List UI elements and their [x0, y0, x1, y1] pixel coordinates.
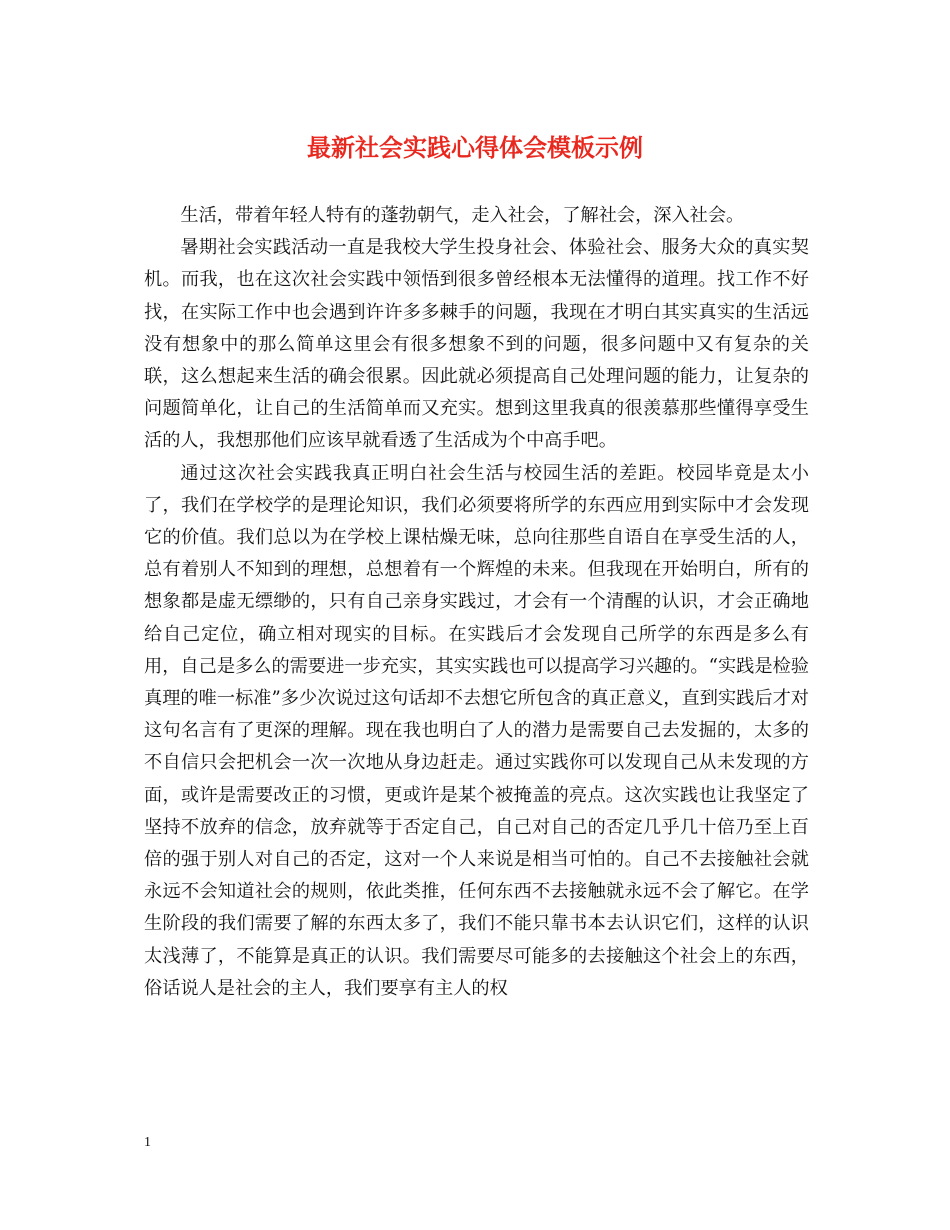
paragraph-2: 暑期社会实践活动一直是我校大学生投身社会、体验社会、服务大众的真实契机。而我，也在这次社会实践中领悟到很多曾经根本无法懂得的道理。找工作不好找，在实际工作中也会遇到许许多多棘手的问题，我现在才明白其实真实的生活远没有想象中的那么简单这里会有很多想象不到的问题，很多问题中又有复杂的关联，这么想起来生活的确会很累。因此就必须提高自己处理问题的能力，让复杂的问题简单化，让自己的生活简单而又充实。想到这里我真的很羡慕那些懂得享受生活的人，我想那他们应该早就看透了生活成为个中高手吧。 [144, 237, 809, 452]
paragraph-1: 生活，带着年轻人特有的蓬勃朝气，走入社会，了解社会，深入社会。 [180, 205, 745, 226]
page-number: 1 [144, 1135, 151, 1150]
document-body [144, 200, 809, 1005]
document-title: 最新社会实践心得体会模板示例 [307, 134, 643, 162]
paragraph-3: 通过这次社会实践我真正明白社会生活与校园生活的差距。校园毕竟是太小了，我们在学校学的是理论知识，我们必须要将所学的东西应用到实际中才会发现它的价值。我们总以为在学校上课枯燥无味，总向往那些自语自在享受生活的人，总有着别人不知到的理想，总想着有一个辉煌的未来。但我现在开始明白，所有的想象都是虚无缥缈的，只有自己亲身实践过，才会有一个清醒的认识，才会正确地给自己定位，确立相对现实的目标。在实践后才会发现自己所学的东西是多么有用，自己是多么的需要进一步充实，其实实践也可以提高学习兴趣的。“实践是检验真理的唯一标准”多少次说过这句话却不去想它所包含的真正意义，直到实践后才对这句名言有了更深的理解。现在我也明白了人的潜力是需要自己去发掘的，太多的不自信只会把机会一次一次地从身边赶走。通过实践你可以发现自己从未发现的方面，或许是需要改正的习惯，更或许是某个被掩盖的亮点。这次实践也让我坚定了坚持不放弃的信念，放弃就等于否定自己，自己对自己的否定几乎几十倍乃至上百倍的强于别人对自己的否定，这对一个人来说是相当可怕的。自己不去接触社会就永远不会知道社会的规则，依此类推，任何东西不去接触就永远不会了解它。在学生阶段的我们需要了解的东西太多了，我们不能只靠书本去认识它们，这样的认识太浅薄了，不能算是真正的认识。我们需要尽可能多的去接触这个社会上的东西，俗话说人是社会的主人，我们要享有主人的权 [144, 462, 809, 999]
